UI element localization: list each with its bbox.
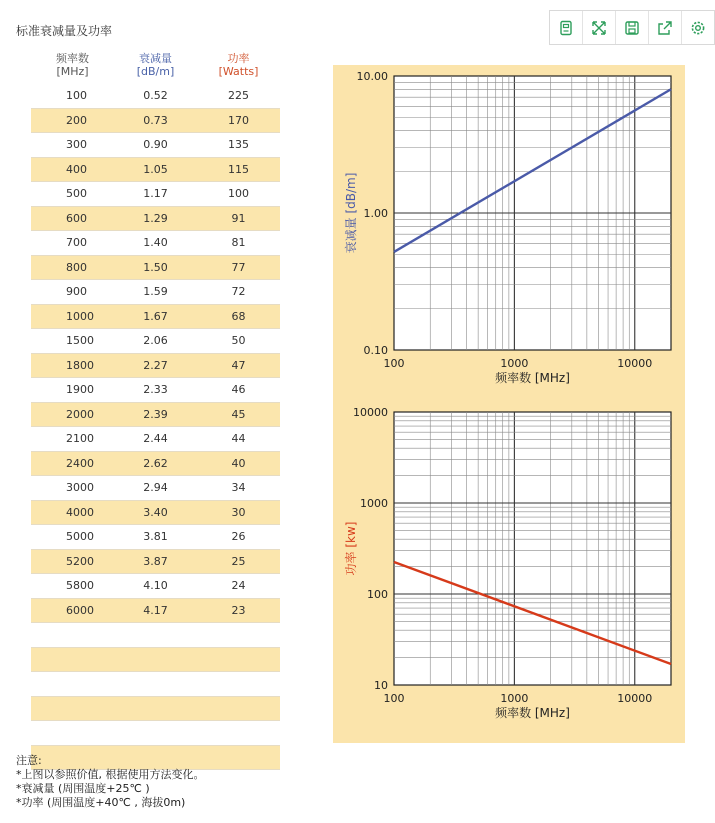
cell-pow: 45 [231, 407, 246, 421]
cell-freq: 3000 [66, 481, 94, 495]
cell-freq: 2100 [66, 432, 94, 446]
toolbar [549, 10, 715, 45]
cell-att: 1.59 [143, 285, 168, 299]
cell-freq: 700 [66, 236, 87, 250]
cell-freq: 1000 [66, 309, 94, 323]
x-tick-label: 100 [383, 357, 405, 370]
header-unit: [Watts] [218, 65, 259, 78]
pdf-button[interactable] [550, 11, 583, 44]
table-row [31, 133, 280, 158]
cell-pow: 77 [231, 260, 246, 274]
cell-freq: 1900 [66, 383, 94, 397]
cell-att: 1.40 [143, 236, 168, 250]
table-row [31, 403, 280, 428]
cell-pow: 47 [231, 358, 246, 372]
attenuation-chart [333, 65, 685, 395]
cell-att: 2.27 [143, 358, 168, 372]
x-axis-label: 频率数 [MHz] [495, 706, 570, 720]
table-filler [31, 623, 280, 770]
empty-row [31, 721, 280, 746]
cell-att: 2.94 [143, 481, 168, 495]
fullscreen-icon [591, 20, 607, 36]
cell-att: 1.05 [143, 162, 168, 176]
cell-freq: 1500 [66, 334, 94, 348]
save-button[interactable] [616, 11, 649, 44]
fullscreen-button[interactable] [583, 11, 616, 44]
cell-freq: 5000 [66, 530, 94, 544]
table-row [31, 280, 280, 305]
table-row [31, 256, 280, 281]
notes-title: 注意: [16, 754, 42, 767]
cell-pow: 34 [231, 481, 246, 495]
table-body [31, 84, 280, 623]
table-row [31, 231, 280, 256]
cell-pow: 50 [231, 334, 246, 348]
cell-att: 2.44 [143, 432, 168, 446]
y-tick-label: 1000 [360, 497, 388, 510]
cell-att: 1.29 [143, 211, 168, 225]
y-tick-label: 0.10 [363, 344, 388, 357]
cell-freq: 400 [66, 162, 87, 176]
table-row [31, 158, 280, 183]
table-row [31, 599, 280, 624]
y-tick-label: 10000 [353, 406, 388, 419]
page-title: 标准衰减量及功率 [16, 24, 113, 38]
table-row [31, 452, 280, 477]
y-tick-label: 1.00 [363, 207, 388, 220]
cell-freq: 1800 [66, 358, 94, 372]
empty-row [31, 648, 280, 673]
cell-pow: 30 [231, 505, 246, 519]
cell-pow: 68 [231, 309, 246, 323]
cell-pow: 170 [228, 113, 249, 127]
note-line-2: *衰减量 (周围温度+25℃ ) [16, 782, 150, 795]
empty-row [31, 672, 280, 697]
table-row [31, 182, 280, 207]
table-row [31, 550, 280, 575]
header-frequency [31, 52, 114, 84]
cell-att: 3.40 [143, 505, 168, 519]
cell-pow: 225 [228, 89, 249, 103]
cell-freq: 5800 [66, 579, 94, 593]
header-power [197, 52, 280, 84]
cell-att: 1.17 [143, 187, 168, 201]
table-row [31, 525, 280, 550]
table-row [31, 109, 280, 134]
spec-table [31, 52, 280, 770]
y-tick-label: 10 [374, 679, 388, 692]
cell-pow: 100 [228, 187, 249, 201]
cell-freq: 4000 [66, 505, 94, 519]
table-row [31, 427, 280, 452]
cell-freq: 200 [66, 113, 87, 127]
cell-att: 2.06 [143, 334, 168, 348]
cell-pow: 23 [231, 603, 246, 617]
header-attenuation [114, 52, 197, 84]
power-chart [333, 400, 685, 740]
table-row [31, 354, 280, 379]
cell-att: 4.17 [143, 603, 168, 617]
table-row [31, 574, 280, 599]
y-tick-label: 100 [367, 588, 388, 601]
cell-freq: 5200 [66, 554, 94, 568]
y-axis-label: 衰减量 [dB/m] [344, 172, 358, 254]
cell-pow: 24 [231, 579, 246, 593]
empty-row [31, 697, 280, 722]
cell-att: 0.52 [143, 89, 168, 103]
save-icon [624, 20, 640, 36]
cell-att: 2.33 [143, 383, 168, 397]
header-unit: [MHz] [56, 65, 89, 78]
settings-button[interactable] [682, 11, 714, 44]
cell-freq: 500 [66, 187, 87, 201]
cell-pow: 91 [231, 211, 246, 225]
table-row [31, 501, 280, 526]
note-line-1: *上图以参照价值, 根据使用方法变化。 [16, 768, 205, 781]
cell-pow: 26 [231, 530, 246, 544]
x-tick-label: 1000 [500, 692, 529, 705]
cell-freq: 6000 [66, 603, 94, 617]
cell-pow: 72 [231, 285, 246, 299]
header-unit: [dB/m] [136, 65, 175, 78]
table-row [31, 84, 280, 109]
x-tick-label: 10000 [617, 357, 653, 370]
cell-pow: 81 [231, 236, 246, 250]
cell-freq: 2400 [66, 456, 94, 470]
cell-att: 3.87 [143, 554, 168, 568]
cell-att: 1.50 [143, 260, 168, 274]
cell-att: 0.73 [143, 113, 168, 127]
cell-pow: 44 [231, 432, 246, 446]
settings-icon [690, 20, 706, 36]
pdf-icon [558, 20, 574, 36]
y-axis-label: 功率 [kw] [344, 521, 358, 576]
table-row [31, 305, 280, 330]
cell-freq: 300 [66, 138, 87, 152]
cell-att: 3.81 [143, 530, 168, 544]
cell-att: 2.62 [143, 456, 168, 470]
header-label: 功率 [227, 52, 250, 65]
x-tick-label: 10000 [617, 692, 653, 705]
x-tick-label: 1000 [500, 357, 529, 370]
cell-pow: 25 [231, 554, 246, 568]
cell-freq: 900 [66, 285, 87, 299]
cell-att: 1.67 [143, 309, 168, 323]
cell-freq: 600 [66, 211, 87, 225]
x-tick-label: 100 [383, 692, 405, 705]
cell-freq: 2000 [66, 407, 94, 421]
table-row [31, 207, 280, 232]
cell-pow: 46 [231, 383, 246, 397]
x-axis-label: 频率数 [MHz] [495, 371, 570, 385]
note-line-3: *功率 (周围温度+40℃ , 海拔0m) [16, 796, 186, 809]
cell-freq: 800 [66, 260, 87, 274]
cell-pow: 115 [228, 162, 249, 176]
header-label: 衰减量 [139, 52, 172, 65]
cell-freq: 100 [66, 89, 87, 103]
notes [16, 754, 205, 810]
header-label: 频率数 [56, 52, 89, 65]
table-row [31, 378, 280, 403]
table-row [31, 329, 280, 354]
cell-pow: 40 [231, 456, 246, 470]
cell-att: 0.90 [143, 138, 168, 152]
share-icon [657, 20, 673, 36]
cell-pow: 135 [228, 138, 249, 152]
empty-row [31, 623, 280, 648]
table-row [31, 476, 280, 501]
cell-att: 4.10 [143, 579, 168, 593]
cell-att: 2.39 [143, 407, 168, 421]
share-button[interactable] [649, 11, 682, 44]
table-header [31, 52, 280, 84]
y-tick-label: 10.00 [356, 70, 388, 83]
